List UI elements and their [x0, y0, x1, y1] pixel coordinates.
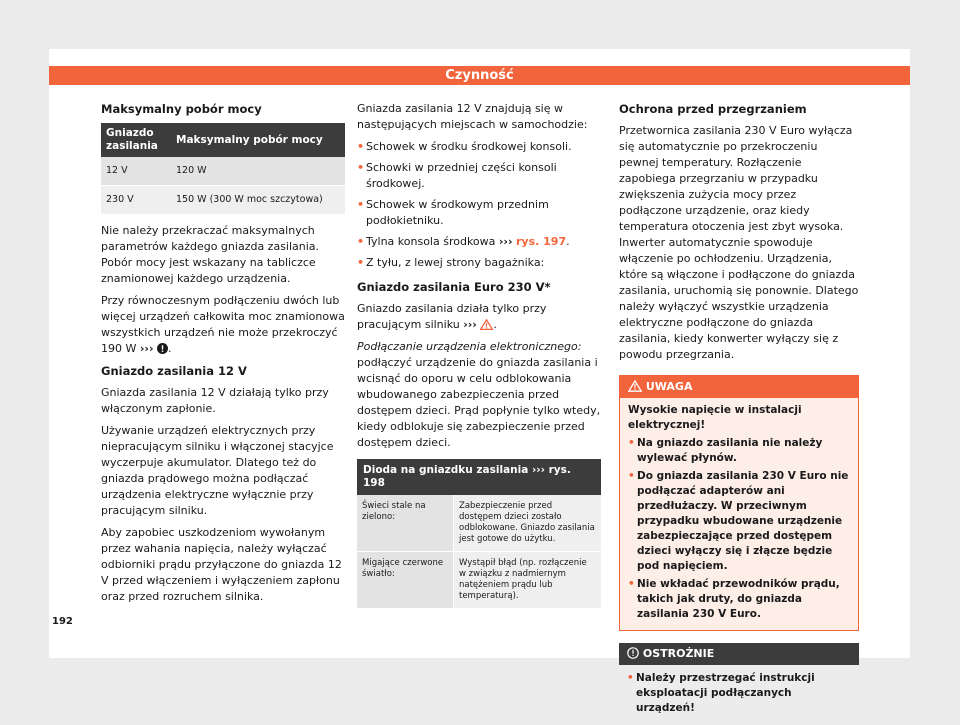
- paragraph: Gniazda zasilania 12 V znajdują się w następujących miejscach w samochodzie:: [357, 102, 588, 131]
- paragraph: Gniazdo zasilania działa tylko przy pracującym silniku ››› .: [357, 302, 547, 331]
- caution-circle-icon[interactable]: [157, 343, 168, 354]
- paragraph: Aby zapobiec uszkodzeniom wywołanym przez wahania napięcia, należy wyłączać odbiorniki prądu przyłączone do gniazda 12 V przed włączeniem i wyłączeniem zapłonu oraz przed rozruchem silnika.: [101, 526, 342, 603]
- caution-label: OSTROŻNIE: [642, 647, 715, 660]
- power-table-col-socket: Gniazdo zasilania: [101, 123, 171, 157]
- column-1: [101, 101, 345, 611]
- figure-link[interactable]: rys. 197: [516, 235, 567, 248]
- list-item: • Tylna konsola środkowa ››› rys. 197.: [357, 234, 601, 250]
- column-3: [619, 101, 859, 725]
- list-item-text: Tylna konsola środkowa: [366, 235, 496, 248]
- cross-ref-arrows: ›››: [139, 342, 154, 355]
- table-row: [101, 186, 345, 215]
- power-table: [101, 123, 345, 215]
- heading-overheat: Ochrona przed przegrzaniem: [619, 102, 807, 116]
- paragraph-text: Przy równoczesnym podłączeniu dwóch lub więcej urządzeń całkowita moc znamionowa wszystkich urządzeń nie może przekroczyć 190 W: [101, 294, 345, 355]
- warning-title: Wysokie napięcie w instalacji elektrycznej!: [628, 404, 802, 431]
- table-row: [101, 157, 345, 186]
- led-table: [357, 459, 601, 609]
- column-2: [357, 101, 601, 609]
- paragraph-text: Gniazdo zasilania działa tylko przy pracującym silniku: [357, 302, 547, 331]
- heading-12v-socket: Gniazdo zasilania 12 V: [101, 364, 247, 378]
- list-item: • Nie wkładać przewodników prądu, takich jak druty, do gniazda zasilania 230 V Euro.: [628, 577, 850, 622]
- section-header-bar: [49, 66, 910, 85]
- page-number: 192: [52, 616, 73, 627]
- paragraph: Przy równoczesnym podłączeniu dwóch lub więcej urządzeń całkowita moc znamionowa wszystkich urządzeń nie może przekroczyć 190 W ››› .: [101, 294, 345, 355]
- power-table-header: [101, 123, 345, 157]
- caution-box-header: [619, 643, 859, 665]
- paragraph: Nie należy przekraczać maksymalnych parametrów każdego gniazda zasilania. Pobór mocy jest wskazany na tabliczce znamionowej każdego urządzenia.: [101, 224, 320, 285]
- warning-triangle-icon: [628, 380, 642, 392]
- paragraph-text: podłączyć urządzenie do gniazda zasilania i wcisnąć do oporu w celu odblokowania wbudowanego zabezpieczenia przed dostępem dzieci. Prąd popłynie tylko wtedy, kiedy odblokuje się zabezpieczenie przed dostępem dzieci.: [357, 356, 601, 449]
- list-item: • Schowki w przedniej części konsoli środkowej.: [357, 160, 601, 192]
- list-item: • Z tyłu, z lewej strony bagażnika:: [357, 255, 601, 271]
- list-item: • Schowek w środku środkowej konsoli.: [357, 139, 601, 155]
- paragraph: Przetwornica zasilania 230 V Euro wyłącza się automatycznie po przekroczeniu pewnej temperatury. Rozłączenie zapobiega przegrzaniu w przypadku zwiększenia zużycia mocy przez podłączone urządzenie, oraz kiedy temperatura otoczenia jest zbyt wysoka. Inwerter automatycznie spowoduje włączenie po ochłodzeniu. Urządzenia, które są włączone i podłączone do gniazda zasilania, uruchomią się ponownie. Dlatego należy wyłączyć wszystkie urządzenia elektryczne podłączone do gniazda zasilania, kiedy konwerter wyłączy się z powodu przegrzania.: [619, 124, 859, 361]
- caution-body: [619, 665, 859, 725]
- list-item: • Schowek w środkowym przednim podłokietniku.: [357, 197, 601, 229]
- manual-page: [49, 49, 910, 714]
- led-table-title-text: Dioda na gniazdku zasilania: [363, 464, 529, 476]
- warning-box-header: [620, 376, 858, 398]
- power-table-col-power: Maksymalny pobór mocy: [171, 123, 345, 157]
- paragraph: Gniazda zasilania 12 V działają tylko przy włączonym zapłonie.: [101, 386, 329, 415]
- list-item: • Należy przestrzegać instrukcji eksploatacji podłączanych urządzeń!: [627, 671, 851, 716]
- list-item: • Na gniazdo zasilania nie należy wylewać płynów.: [628, 436, 850, 466]
- section-title: Czynność: [445, 68, 514, 83]
- paragraph: [357, 339, 601, 451]
- heading-230v-socket: Gniazdo zasilania Euro 230 V*: [357, 280, 551, 294]
- table-cell: 230 V: [101, 186, 171, 215]
- paragraph-italic: Podłączanie urządzenia elektronicznego:: [357, 340, 582, 353]
- table-row: [357, 552, 601, 609]
- table-cell: Świeci stale na zielono:: [357, 495, 453, 551]
- table-row: [357, 495, 601, 552]
- paragraph: Używanie urządzeń elektrycznych przy niepracującym silniku i włączonej stacyjce wyczerpuje akumulator. Dlatego też do gniazda prądowego można podłączać urządzenia elektryczne wyłącznie przy pracującym silniku.: [101, 424, 334, 517]
- warning-label: UWAGA: [645, 380, 693, 393]
- list-item: • Do gniazda zasilania 230 V Euro nie podłączać adapterów ani przedłużaczy. W przeciwnym przypadku wbudowane urządzenie zabezpieczające przed dostępem dzieci wyłączy się i złącze będzie pod napięciem.: [628, 469, 850, 574]
- warning-box: [619, 375, 859, 631]
- caution-box: [619, 643, 859, 725]
- table-cell: 120 W: [171, 157, 345, 186]
- cross-ref-arrows: ›››: [463, 318, 477, 331]
- cross-ref-arrows: ›››: [498, 235, 513, 248]
- heading-max-power: Maksymalny pobór mocy: [101, 102, 262, 116]
- led-table-ref[interactable]: rys. 198: [363, 464, 571, 489]
- led-table-title: [357, 459, 601, 495]
- table-cell: Migające czerwone światło:: [357, 552, 453, 608]
- cross-ref-arrows: ›››: [531, 464, 545, 476]
- table-cell: 12 V: [101, 157, 171, 186]
- info-circle-icon: [627, 647, 639, 659]
- warning-triangle-icon[interactable]: [480, 319, 493, 330]
- warning-body: [620, 398, 858, 630]
- table-cell: Zabezpieczenie przed dostępem dzieci zostało odblokowane. Gniazdo zasilania jest gotowe do użytku.: [453, 495, 601, 551]
- table-cell: 150 W (300 W moc szczytowa): [171, 186, 345, 215]
- table-cell: Wystąpił błąd (np. rozłączenie w związku z nadmiernym natężeniem prądu lub temperaturą).: [453, 552, 601, 608]
